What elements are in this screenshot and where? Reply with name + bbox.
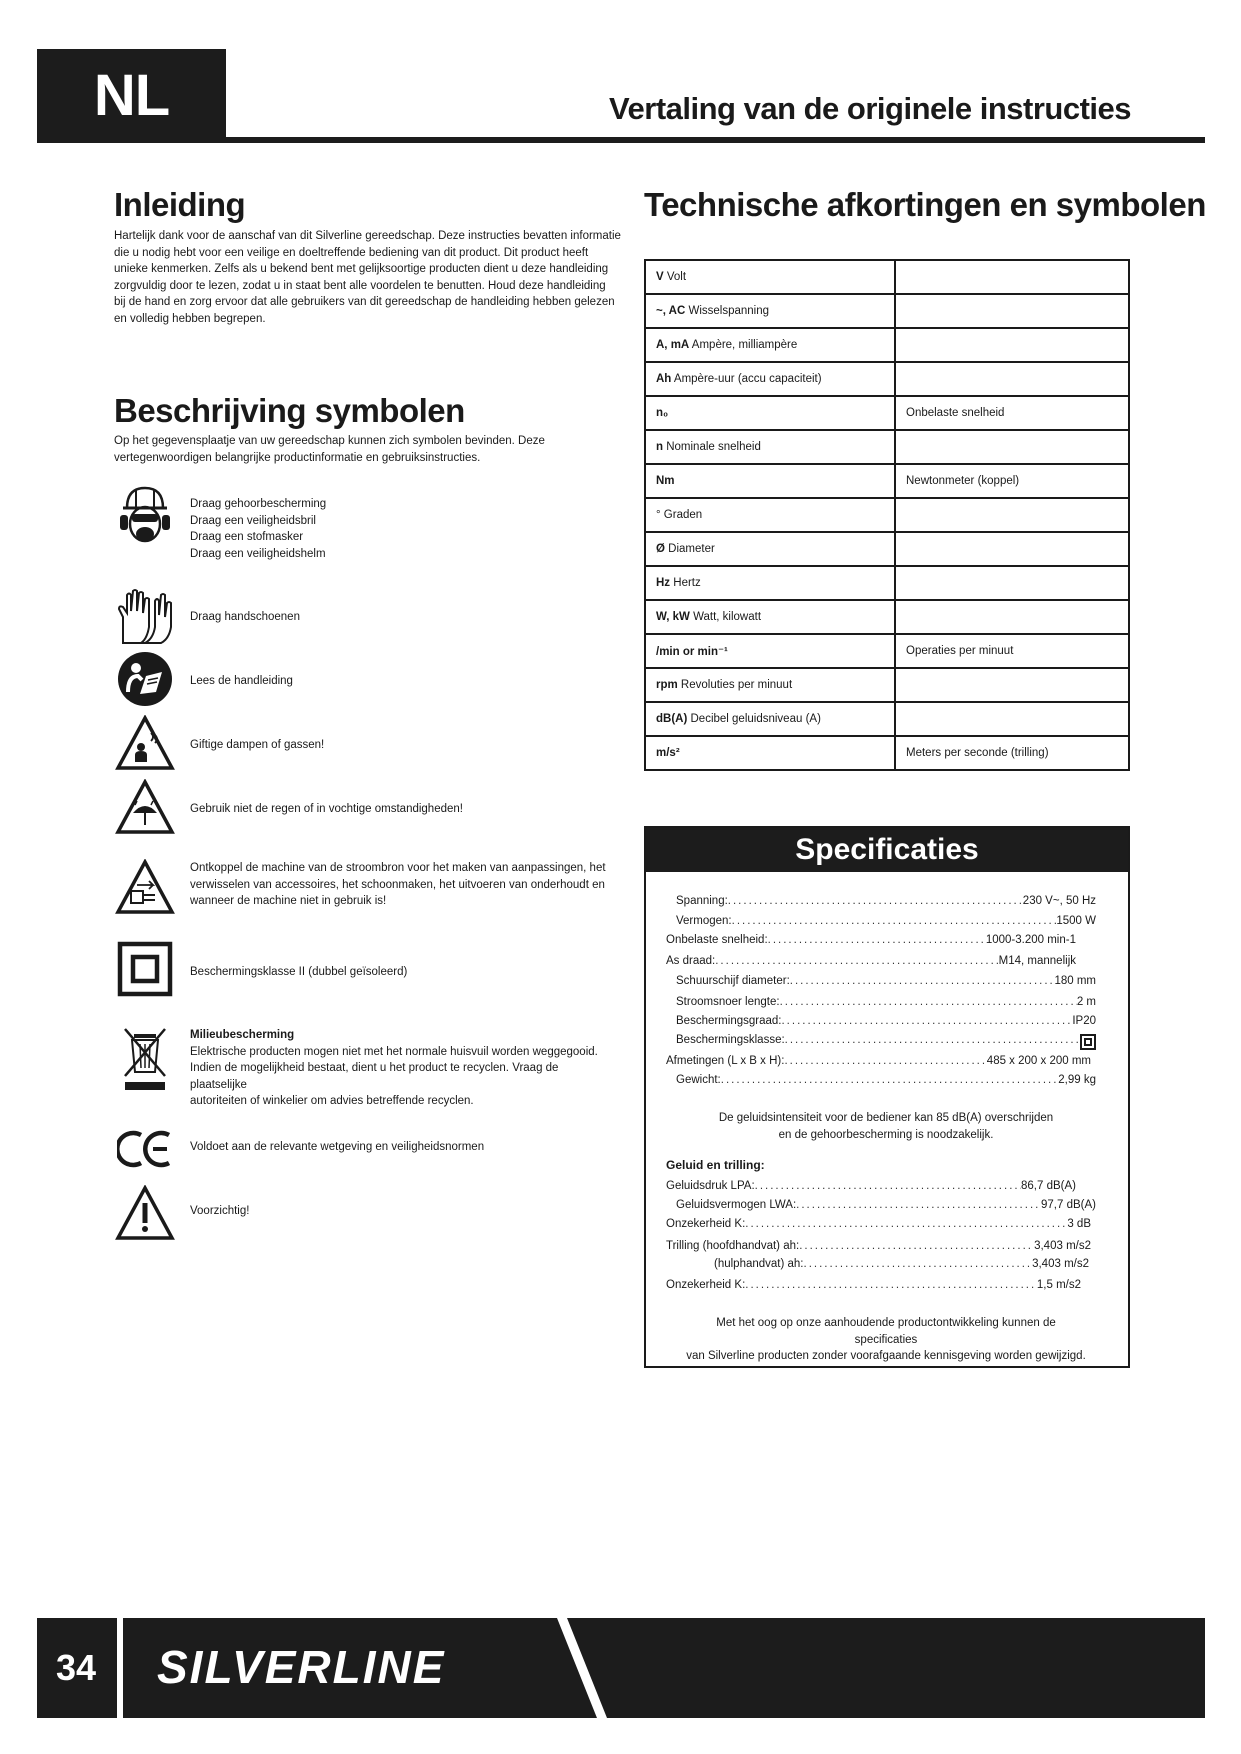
spec-value: 2,99 kg: [1058, 1074, 1096, 1086]
gloves-icon: [114, 586, 176, 648]
abbreviation-term-cell: [645, 498, 895, 532]
leader-dots: [728, 895, 1023, 907]
abbreviations-table: [644, 259, 1130, 771]
abbreviation-row: [645, 498, 1129, 532]
abbreviation-term-cell: [645, 736, 895, 770]
spec-row: [666, 955, 1076, 967]
abbreviation-description-cell: [895, 362, 1129, 396]
leader-dots: [799, 1240, 1034, 1252]
spec-label: Onzekerheid K:: [666, 1279, 746, 1291]
spec-value: 1,5 m/s2: [1036, 1279, 1081, 1291]
page-title: Vertaling van de originele instructies: [609, 91, 1131, 126]
logo-swoosh-icon: [547, 1618, 607, 1718]
spec-row: [676, 915, 1096, 927]
leader-dots: [796, 1199, 1041, 1211]
symbols-intro: [114, 433, 634, 466]
abbreviation-row: [645, 532, 1129, 566]
spec-value: 180 mm: [1054, 975, 1096, 987]
spec-label: Onzekerheid K:: [666, 1218, 746, 1230]
text-line: vertegenwoordigen belangrijke productinformatie en gebruiksinstructies.: [114, 451, 481, 464]
abbreviation-meaning: Ampère-uur (accu capaciteit): [671, 373, 822, 385]
spec-row: [666, 1218, 1091, 1230]
leader-dots: [745, 1279, 1037, 1291]
abbreviation-description-cell: Meters per seconde (trilling): [895, 736, 1129, 770]
leader-dots: [745, 1218, 1067, 1230]
symbol-description: [190, 609, 610, 626]
specs-disclaimer: [686, 1315, 1086, 1365]
abbreviation-term-cell: [645, 702, 895, 736]
text-line: wanneer de machine niet in gebruik is!: [190, 895, 387, 907]
abbreviation-description-cell: [895, 498, 1129, 532]
spec-row: [666, 934, 1076, 946]
symbol-description: [190, 496, 610, 562]
abbreviation-row: [645, 362, 1129, 396]
symbol-description: [190, 964, 610, 981]
symbol-description: [190, 860, 610, 910]
abbreviation-meaning: Ampère, milliampère: [689, 339, 798, 351]
abbreviation-row: [645, 736, 1129, 770]
abbreviation-symbol: W, kW: [656, 611, 690, 623]
spec-row: [666, 1055, 1091, 1067]
abbreviation-description-cell: [895, 260, 1129, 294]
text-line: De geluidsintensiteit voor de bediener kan 85 dB(A) overschrijden: [718, 1112, 1054, 1124]
spec-value: 97,7 dB(A): [1041, 1199, 1096, 1211]
abbreviation-term-cell: [645, 532, 895, 566]
class-ii-small-icon: [1080, 1034, 1096, 1050]
abbreviation-symbol: ~, AC: [656, 305, 686, 317]
abbreviation-meaning: ° Graden: [656, 509, 703, 521]
abbreviation-term-cell: [645, 328, 895, 362]
spec-label: Onbelaste snelheid:: [666, 934, 768, 946]
text-line: en de gehoorbescherming is noodzakelijk.: [778, 1128, 994, 1141]
spec-label: As draad:: [666, 955, 716, 967]
text-line: Ontkoppel de machine van de stroombron voor het maken van aanpassingen, het: [190, 862, 606, 874]
abbreviation-row: [645, 430, 1129, 464]
intro-heading: Inleiding: [114, 186, 246, 223]
spec-row: [676, 1034, 1096, 1050]
abbreviation-description-cell: [895, 702, 1129, 736]
spec-value: 485 x 200 x 200 mm: [986, 1055, 1091, 1067]
spec-label: Gewicht:: [676, 1074, 721, 1086]
spec-value: 3,403 m/s2: [1034, 1240, 1091, 1252]
spec-row: [676, 1015, 1096, 1027]
abbreviation-meaning: Diameter: [664, 543, 715, 555]
spec-row: [676, 975, 1096, 987]
disconnect-warning-icon: [114, 856, 176, 918]
abbreviation-term-cell: [645, 464, 895, 498]
leader-dots: [768, 934, 986, 946]
intro-paragraph: [114, 228, 634, 327]
spec-label: Schuurschijf diameter:: [676, 975, 790, 987]
spec-value: 2 m: [1076, 996, 1096, 1008]
abbreviation-description-cell: [895, 532, 1129, 566]
text-line: Draag een veiligheidshelm: [190, 547, 326, 560]
spec-label: Beschermingsklasse:: [676, 1034, 785, 1046]
spec-row: [666, 1180, 1076, 1192]
abbreviation-term-cell: [645, 396, 895, 430]
abbreviation-row: [645, 328, 1129, 362]
silverline-logo: SILVERLINE: [157, 1641, 446, 1693]
abbreviation-meaning: Decibel geluidsniveau (A): [687, 713, 821, 725]
abbreviation-symbol: m/s²: [656, 747, 680, 759]
abbreviation-row: [645, 566, 1129, 600]
spec-row: [676, 1074, 1096, 1086]
language-badge: [37, 49, 226, 141]
symbol-description: [190, 1139, 610, 1156]
text-line: Lees de handleiding: [190, 675, 293, 687]
ppe-head-icon: [114, 484, 176, 546]
abbreviation-symbol: dB(A): [656, 713, 688, 725]
abbreviation-row: [645, 634, 1129, 668]
text-line: Met het oog op onze aanhoudende productontwikkeling kunnen de specificaties: [716, 1317, 1056, 1346]
abbreviation-symbol: n: [656, 441, 664, 453]
abbreviation-term-cell: [645, 294, 895, 328]
abbreviation-symbol: n₀: [656, 407, 669, 419]
spec-label: Vermogen:: [676, 915, 732, 927]
symbol-description: [190, 801, 610, 818]
text-line: [190, 1027, 610, 1044]
symbol-description: [190, 1027, 610, 1110]
abbreviation-symbol: Ø: [656, 543, 665, 555]
abbreviation-symbol: Nm: [656, 475, 675, 487]
ce-mark-icon: [114, 1118, 176, 1180]
text-line: Beschermingsklasse II (dubbel geïsoleerd): [190, 966, 408, 978]
leader-dots: [790, 975, 1055, 987]
spec-label: Stroomsnoer lengte:: [676, 996, 780, 1008]
abbreviation-row: [645, 464, 1129, 498]
leader-dots: [780, 996, 1077, 1008]
spec-row: [666, 1240, 1091, 1252]
spec-value: 3 dB: [1067, 1218, 1091, 1230]
abbreviation-row: [645, 260, 1129, 294]
text-line: die u nodig hebt voor een veilige en doeltreffende bediening van dit product. Dit product heeft: [114, 246, 589, 259]
abbreviation-symbol: Hz: [656, 577, 671, 589]
spec-label: Spanning:: [676, 895, 728, 907]
text-line: autoriteiten of winkelier om advies betreffende recyclen.: [190, 1095, 474, 1107]
spec-label: Geluidsvermogen LWA:: [676, 1199, 797, 1211]
text-line: Voldoet aan de relevante wetgeving en veiligheidsnormen: [190, 1141, 485, 1153]
language-code: NL: [93, 62, 170, 128]
leader-dots: [732, 915, 1057, 927]
leader-dots: [804, 1258, 1033, 1270]
spec-value: 86,7 dB(A): [1021, 1180, 1076, 1192]
abbreviation-row: [645, 294, 1129, 328]
spec-label: Trilling (hoofdhandvat) ah:: [666, 1240, 800, 1252]
text-line: unieke kenmerken. Zelfs als u bekend bent met gelijksoortige producten dient u deze handleiding: [114, 263, 609, 275]
abbreviation-description-cell: Onbelaste snelheid: [895, 396, 1129, 430]
abbreviation-meaning: Hertz: [670, 577, 701, 589]
abbreviation-description-cell: [895, 600, 1129, 634]
abbreviation-term-cell: [645, 566, 895, 600]
spec-row: [676, 1199, 1096, 1211]
spec-row: [666, 1279, 1081, 1291]
text-line: bij de hand en zorg ervoor dat alle gebruikers van dit gereedschap de handleiding hebben gelezen: [114, 296, 615, 308]
symbols-heading: Beschrijving symbolen: [114, 392, 465, 429]
abbreviation-meaning: Nominale snelheid: [663, 441, 761, 453]
text-line: verwisselen van accessoires, het schoonmaken, het uitvoeren van onderhoudt en: [190, 878, 605, 891]
spec-row: [676, 996, 1096, 1008]
toxic-fumes-warning-icon: [114, 712, 176, 774]
text-line: Indien de mogelijkheid bestaat, dient u het product te recyclen. Vraag de plaatselijke: [190, 1062, 559, 1091]
abbreviation-term-cell: [645, 260, 895, 294]
abbreviation-meaning: Wisselspanning: [685, 305, 770, 317]
symbol-description: [190, 673, 610, 690]
abbreviation-term-cell: [645, 430, 895, 464]
spec-value: 1500 W: [1056, 915, 1096, 927]
caution-icon: [114, 1182, 176, 1244]
noise-warning-note: [686, 1110, 1086, 1143]
text-line: Draag een stofmasker: [190, 531, 304, 543]
spec-value: 1000-3.200 min-1: [985, 934, 1076, 946]
footer-divider: [117, 1618, 123, 1718]
text-line: Hartelijk dank voor de aanschaf van dit Silverline gereedschap. Deze instructies bevatten informatie: [114, 230, 621, 242]
leader-dots: [721, 1074, 1059, 1086]
text-line: van Silverline producten zonder voorafgaande kennisgeving worden gewijzigd.: [686, 1350, 1086, 1362]
abbreviation-symbol: /min or min⁻¹: [656, 646, 728, 658]
abbreviation-meaning: Watt, kilowatt: [689, 611, 762, 623]
specifications-heading: Specificaties: [646, 828, 1128, 872]
spec-value: IP20: [1072, 1015, 1096, 1027]
weee-bin-icon: [114, 1024, 176, 1094]
text-line: Draag handschoenen: [190, 611, 300, 623]
abbreviation-description-cell: [895, 294, 1129, 328]
spec-label: Geluidsdruk LPA:: [666, 1180, 755, 1192]
abbreviation-row: [645, 600, 1129, 634]
symbol-description: [190, 737, 610, 754]
rain-warning-icon: [114, 776, 176, 838]
spec-value: 3,403 m/s2: [1032, 1258, 1089, 1270]
page-number: 34: [55, 1647, 97, 1688]
class-ii-icon: [114, 938, 176, 1000]
abbreviation-description-cell: [895, 430, 1129, 464]
text-line: Voorzichtig!: [190, 1205, 250, 1217]
spec-label: Beschermingsgraad:: [676, 1015, 782, 1027]
abbreviation-description-cell: [895, 668, 1129, 702]
abbreviation-term-cell: [645, 362, 895, 396]
abbreviations-heading: Technische afkortingen en symbolen: [644, 186, 1206, 223]
read-manual-icon: [114, 648, 176, 710]
text-line: Draag een veiligheidsbril: [190, 514, 316, 527]
text-line: Draag gehoorbescherming: [190, 498, 327, 510]
spec-row: [714, 1258, 1089, 1270]
specifications-panel: [644, 826, 1130, 1368]
abbreviation-term-cell: [645, 634, 895, 668]
spec-value: M14, mannelijk: [998, 955, 1076, 967]
abbreviation-description-cell: [895, 566, 1129, 600]
leader-dots: [785, 1034, 1078, 1050]
spec-value: 230 V~, 50 Hz: [1022, 895, 1096, 907]
leader-dots: [755, 1180, 1021, 1192]
abbreviation-meaning: Volt: [663, 271, 687, 283]
page-footer: [37, 1618, 1205, 1718]
abbreviation-symbol: A, mA: [656, 339, 690, 351]
abbreviation-row: [645, 668, 1129, 702]
abbreviation-row: [645, 702, 1129, 736]
abbreviation-description-cell: Newtonmeter (koppel): [895, 464, 1129, 498]
text-line: en volledig hebben begrepen.: [114, 312, 266, 325]
leader-dots: [781, 1015, 1072, 1027]
environment-title: Milieubescherming: [190, 1029, 295, 1041]
abbreviation-symbol: rpm: [656, 679, 678, 691]
abbreviation-term-cell: [645, 668, 895, 702]
sound-vibration-heading: Geluid en trilling:: [666, 1158, 765, 1172]
symbol-description: [190, 1203, 610, 1220]
text-line: zorgvuldig door te lezen, zodat u in staat bent alle voordelen te benutten. Houd deze handleiding: [114, 279, 606, 292]
leader-dots: [784, 1055, 986, 1067]
text-line: Giftige dampen of gassen!: [190, 739, 325, 751]
leader-dots: [715, 955, 998, 967]
header-rule: [37, 137, 1205, 143]
abbreviation-meaning: Revoluties per minuut: [677, 679, 793, 691]
spec-label: Afmetingen (L x B x H):: [666, 1055, 785, 1067]
abbreviation-term-cell: [645, 600, 895, 634]
abbreviation-symbol: Ah: [656, 373, 672, 385]
abbreviation-row: [645, 396, 1129, 430]
spec-label: (hulphandvat) ah:: [714, 1258, 804, 1270]
text-line: Gebruik niet de regen of in vochtige omstandigheden!: [190, 803, 463, 815]
spec-row: [676, 895, 1096, 907]
text-line: Op het gegevensplaatje van uw gereedschap kunnen zich symbolen bevinden. Deze: [114, 435, 545, 447]
text-line: Elektrische producten mogen niet met het normale huisvuil worden weggegooid.: [190, 1045, 598, 1058]
abbreviation-symbol: V: [656, 271, 664, 283]
abbreviation-description-cell: Operaties per minuut: [895, 634, 1129, 668]
abbreviation-description-cell: [895, 328, 1129, 362]
